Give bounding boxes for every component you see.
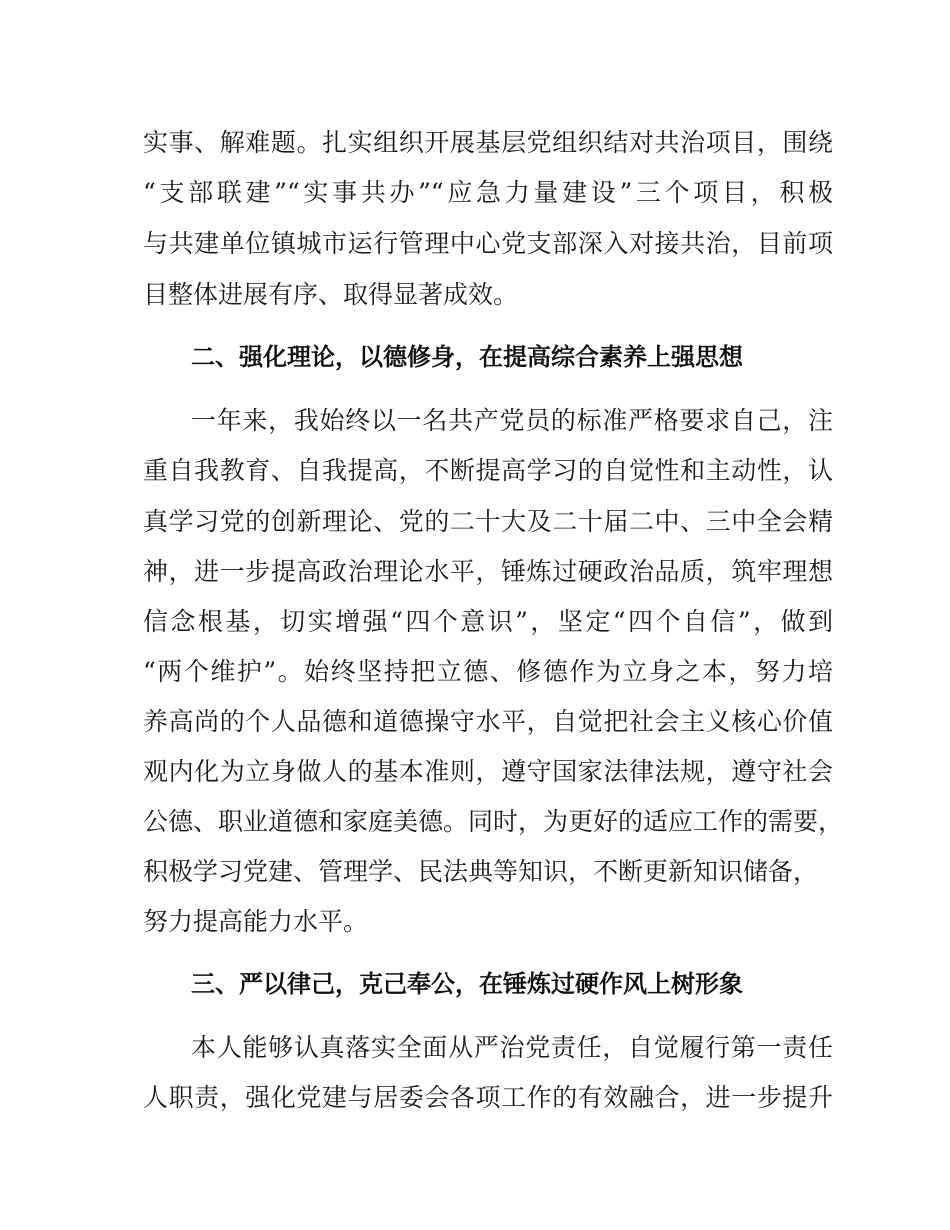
paragraph-line: 重自我教育、自我提高，不断提高学习的自觉性和主动性，认 [143,456,833,485]
paragraph-line: 本人能够认真落实全面从严治党责任，自觉履行第一责任 [191,1033,833,1062]
paragraph-line: 养高尚的个人品德和道德操守水平，自觉把社会主义核心价值 [143,707,833,736]
paragraph-line: 目整体进展有序、取得显著成效。 [143,280,519,309]
paragraph-line: 努力提高能力水平。 [143,907,369,936]
paragraph-line: 真学习党的创新理论、党的二十大及二十届二中、三中全会精 [143,507,833,536]
paragraph-line: 人职责，强化党建与居委会各项工作的有效融合，进一步提升 [143,1083,833,1112]
paragraph-line: 一年来，我始终以一名共产党员的标准严格要求自己，注 [191,406,833,435]
paragraph-line: 信念根基，切实增强“四个意识”，坚定“四个自信”，做到 [143,607,833,636]
paragraph-line: 公德、职业道德和家庭美德。同时，为更好的适应工作的需要， [143,807,844,836]
paragraph-line: 观内化为立身做人的基本准则，遵守国家法律法规，遵守社会 [143,757,833,786]
section-heading: 三、严以律己，克己奉公，在锤炼过硬作风上树形象 [191,970,743,998]
section-heading: 二、强化理论，以德修身，在提高综合素养上强思想 [191,343,743,371]
paragraph-line: 与共建单位镇城市运行管理中心党支部深入对接共治，目前项 [143,229,833,258]
paragraph-line: 神，进一步提高政治理论水平，锤炼过硬政治品质，筑牢理想 [143,557,833,586]
paragraph-line: “支部联建”“实事共办”“应急力量建设”三个项目，积极 [143,178,833,207]
paragraph-line: 实事、解难题。扎实组织开展基层党组织结对共治项目，围绕 [143,128,833,157]
paragraph-line: “两个维护”。始终坚持把立德、修德作为立身之本，努力培 [143,657,833,686]
paragraph-line: 积极学习党建、管理学、民法典等知识，不断更新知识储备， [143,857,819,886]
